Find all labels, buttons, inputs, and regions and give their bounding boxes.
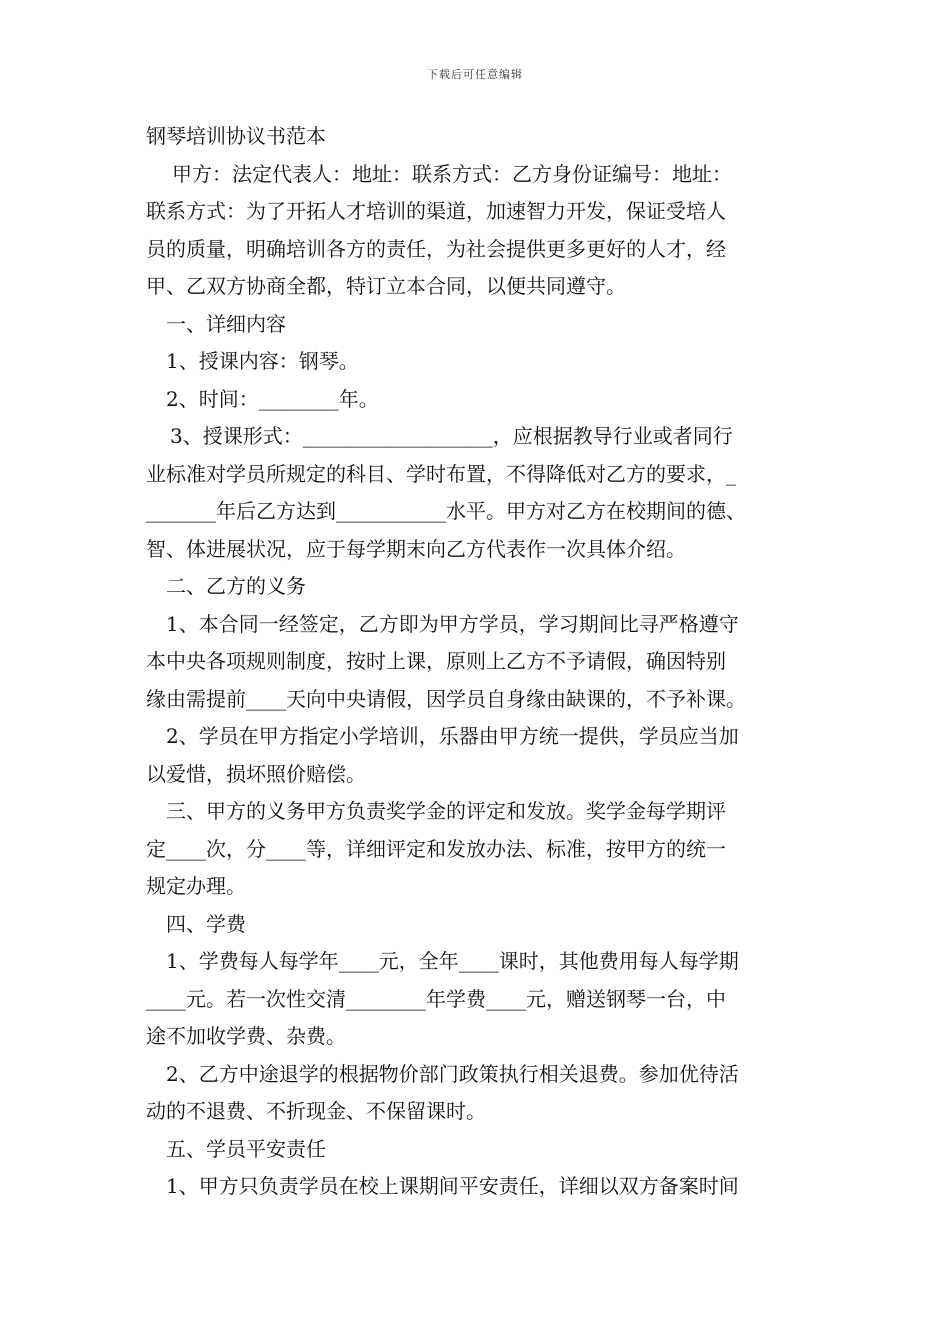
paragraph-line: 以爱惜，损坏照价赔偿。: [146, 761, 366, 786]
section-heading: 一、详细内容: [166, 311, 286, 336]
paragraph-line: 员的质量，明确培训各方的责任，为社会提供更多更好的人才，经: [146, 236, 726, 261]
paragraph-line: 本中央各项规则制度，按时上课，原则上乙方不予请假，确因特别: [146, 649, 726, 673]
paragraph-line: 联系方式：为了开拓人才培训的渠道，加速智力开发，保证受培人: [146, 199, 726, 223]
paragraph-line: _______年后乙方达到___________水平。甲方对乙方在校期间的德、: [146, 499, 746, 523]
section-heading: 二、乙方的义务: [166, 574, 306, 598]
paragraph-line: 1、本合同一经签定，乙方即为甲方学员，学习期间比寻严格遵守: [166, 611, 739, 636]
section-heading: 五、学员平安责任: [166, 1136, 326, 1161]
paragraph-line: 2、学员在甲方指定小学培训，乐器由甲方统一提供，学员应当加: [166, 724, 739, 748]
paragraph-line: 业标准对学员所规定的科目、学时布置，不得降低对乙方的要求，_: [146, 461, 736, 486]
paragraph-line: 1、甲方只负责学员在校上课期间平安责任，详细以双方备案时间: [166, 1174, 739, 1198]
paragraph-line: 甲、乙双方协商全都，特订立本合同，以便共同遵守。: [146, 274, 626, 298]
document-title: 钢琴培训协议书范本: [146, 124, 326, 148]
document-body: [146, 118, 806, 1206]
section-heading: 四、学费: [166, 911, 246, 936]
paragraph-line: 3、授课形式：___________________，应根据教导行业或者同行: [170, 424, 733, 448]
paragraph-line: 定____次，分____等，详细评定和发放办法、标准，按甲方的统一: [146, 836, 726, 861]
paragraph-line: 规定办理。: [146, 874, 246, 898]
paragraph-line: 甲方：法定代表人：地址：联系方式：乙方身份证编号：地址：: [172, 161, 732, 186]
paragraph-line: 1、授课内容：钢琴。: [166, 349, 359, 373]
section-heading: 三、甲方的义务甲方负责奖学金的评定和发放。奖学金每学期评: [166, 799, 726, 823]
paragraph-line: 智、体进展状况，应于每学期末向乙方代表作一次具体介绍。: [146, 536, 686, 561]
paragraph-line: 动的不退费、不折现金、不保留课时。: [146, 1099, 486, 1123]
paragraph-line: 2、时间：________年。: [166, 386, 379, 411]
paragraph-line: 1、学费每人每学年____元，全年____课时，其他费用每人每学期: [166, 949, 739, 973]
paragraph-line: 缘由需提前____天向中央请假，因学员自身缘由缺课的，不予补课。: [146, 686, 746, 711]
paragraph-line: 2、乙方中途退学的根据物价部门政策执行相关退费。参加优待活: [166, 1061, 739, 1086]
header-note: 下载后可任意编辑: [427, 68, 523, 81]
paragraph-line: 途不加收学费、杂费。: [146, 1024, 346, 1048]
paragraph-line: ____元。若一次性交清________年学费____元，赠送钢琴一台，中: [146, 986, 726, 1011]
